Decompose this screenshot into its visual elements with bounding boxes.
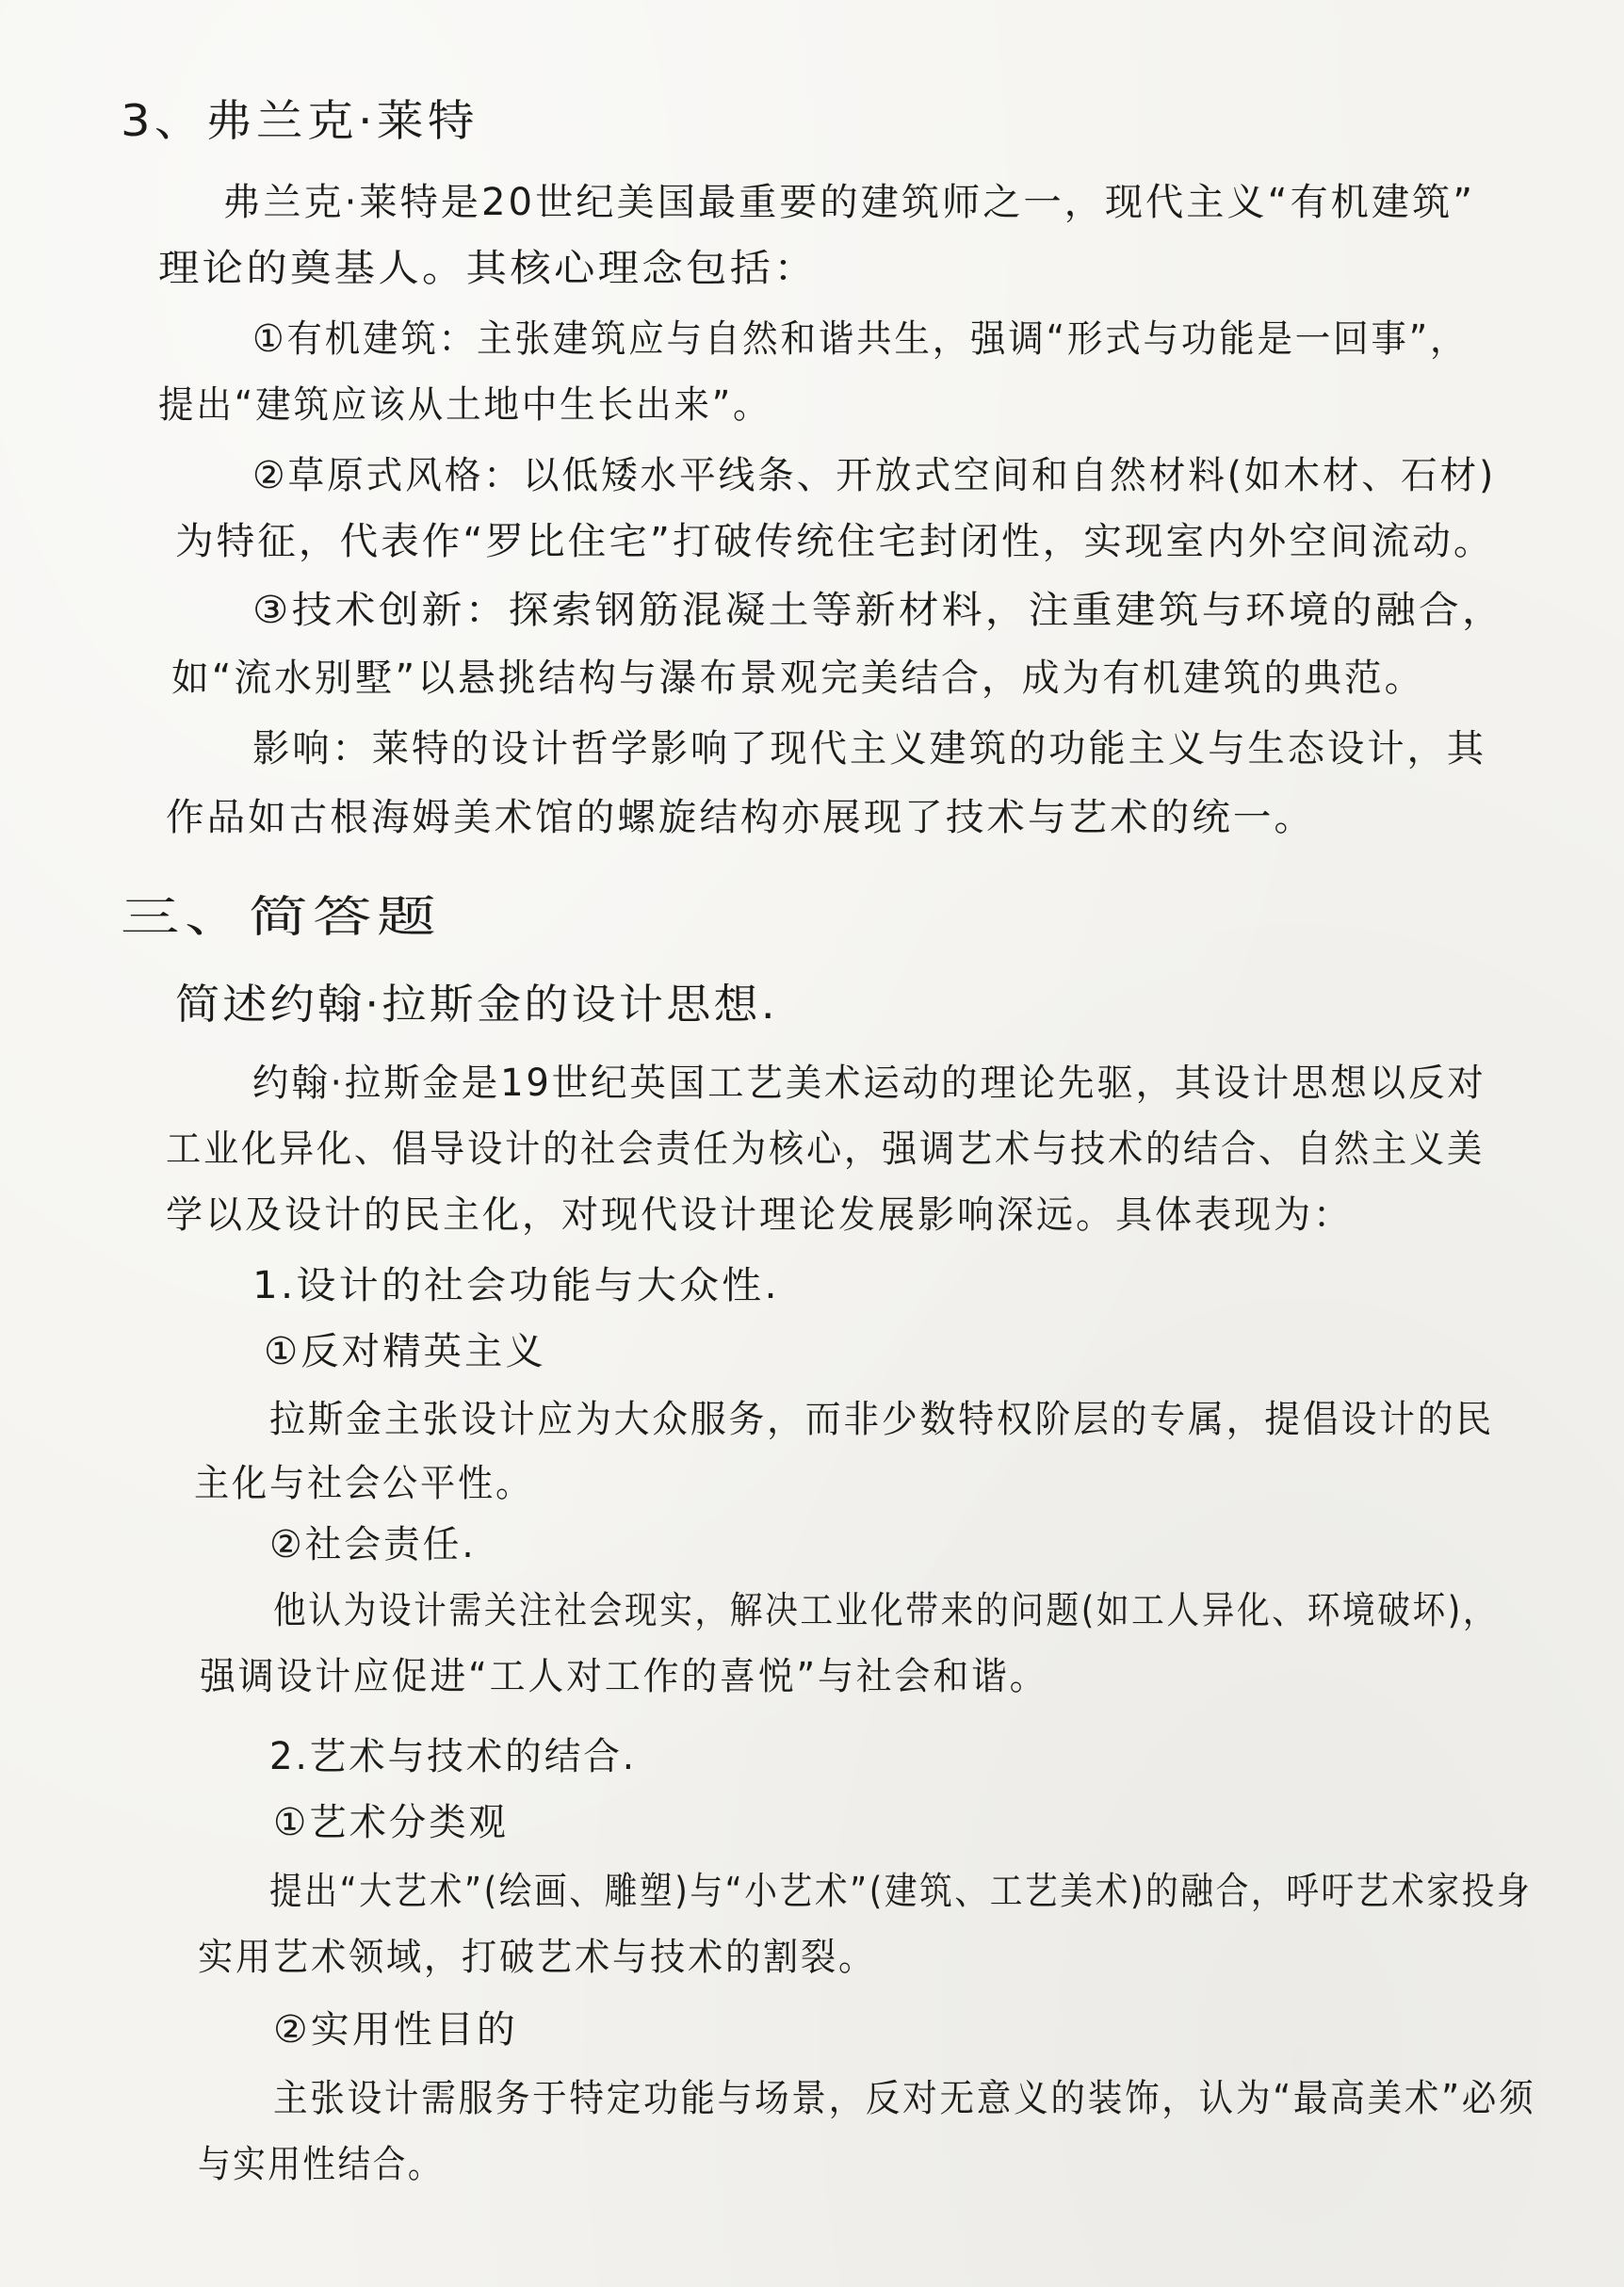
paragraph-line: 与实用性结合。 — [198, 2143, 443, 2186]
paragraph-line: 弗兰克·莱特是20世纪美国最重要的建筑师之一，现代主义“有机建筑” — [222, 181, 1476, 224]
sub-point-title: ②社会责任. — [269, 1523, 477, 1566]
list-item-line: 如“流水别墅”以悬挑结构与瀑布景观完美结合，成为有机建筑的典范。 — [171, 657, 1425, 700]
list-item-line: 为特征，代表作“罗比住宅”打破传统住宅封闭性，实现室内外空间流动。 — [175, 520, 1495, 563]
section-heading: 三、简答题 — [121, 891, 441, 942]
list-item-line: ②草原式风格：以低矮水平线条、开放式空间和自然材料(如木材、石材) — [252, 454, 1497, 497]
point-title: 1.设计的社会功能与大众性. — [252, 1264, 780, 1307]
paragraph-line: 提出“大艺术”(绘画、雕塑)与“小艺术”(建筑、工艺美术)的融合，呼吁艺术家投身 — [269, 1870, 1533, 1913]
paragraph-line: 约翰·拉斯金是19世纪英国工艺美术运动的理论先驱，其设计思想以反对 — [252, 1062, 1486, 1105]
paragraph-line: 主张设计需服务于特定功能与场景，反对无意义的装饰，认为“最高美术”必须 — [273, 2077, 1536, 2120]
paragraph-line: 他认为设计需关注社会现实，解决工业化带来的问题(如工人异化、环境破坏)， — [273, 1589, 1499, 1632]
list-item-line: ①有机建筑：主张建筑应与自然和谐共生，强调“形式与功能是一回事”， — [252, 317, 1469, 361]
paragraph-line: 工业化异化、倡导设计的社会责任为核心，强调艺术与技术的结合、自然主义美 — [166, 1127, 1485, 1171]
section-heading: 3、弗兰克·莱特 — [121, 95, 479, 146]
paragraph-line: 强调设计应促进“工人对工作的喜悦”与社会和谐。 — [200, 1655, 1048, 1698]
paragraph-line: 影响：莱特的设计哲学影响了现代主义建筑的功能主义与生态设计，其 — [252, 727, 1486, 770]
question-title: 简述约翰·拉斯金的设计思想. — [175, 981, 778, 1029]
paragraph-line: 拉斯金主张设计应为大众服务，而非少数特权阶层的专属，提倡设计的民 — [269, 1398, 1494, 1441]
sub-point-title: ①反对精英主义 — [264, 1330, 546, 1373]
sub-point-title: ②实用性目的 — [273, 2008, 518, 2052]
paragraph-line: 实用艺术领域，打破艺术与技术的割裂。 — [198, 1936, 876, 1979]
point-title: 2.艺术与技术的结合. — [269, 1735, 637, 1778]
paragraph-line: 主化与社会公平性。 — [194, 1462, 533, 1505]
paragraph-line: 作品如古根海姆美术馆的螺旋结构亦展现了技术与艺术的统一。 — [166, 796, 1316, 839]
sub-point-title: ①艺术分类观 — [273, 1801, 509, 1844]
list-item-line: 提出“建筑应该从土地中生长出来”。 — [158, 383, 771, 427]
list-item-line: ③技术创新：探索钢筋混凝土等新材料，注重建筑与环境的融合， — [252, 589, 1505, 632]
paragraph-line: 学以及设计的民主化，对现代设计理论发展影响深远。具体表现为： — [166, 1193, 1353, 1237]
paragraph-line: 理论的奠基人。其核心理念包括： — [158, 247, 818, 290]
